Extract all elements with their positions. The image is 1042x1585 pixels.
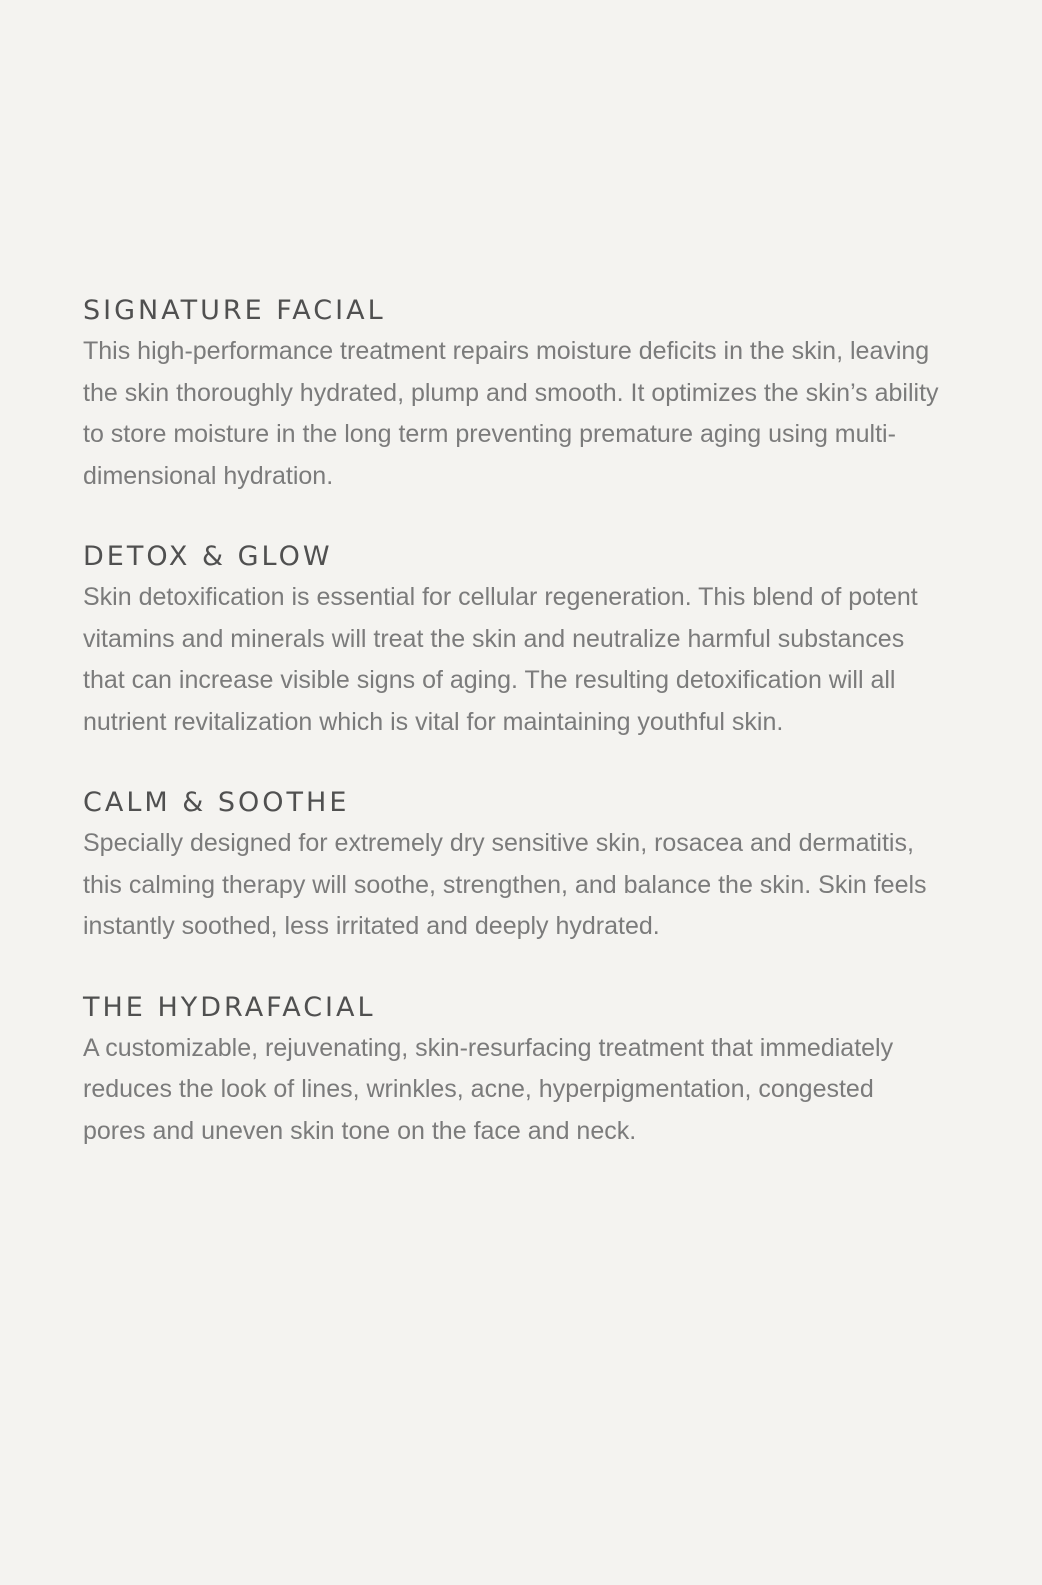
service-hydrafacial	[83, 990, 943, 1153]
service-title: THE HYDRAFACIAL	[83, 991, 376, 1023]
service-signature-facial	[83, 293, 943, 497]
services-list	[83, 293, 943, 1194]
service-description: A customizable, rejuvenating, skin-resurfacing treatment that immediately reduces the look of lines, wrinkles, acne, hyperpigmentation, congested pores and uneven skin tone on the face and neck.	[83, 1033, 894, 1145]
service-description: This high-performance treatment repairs moisture deficits in the skin, leaving the skin thoroughly hydrated, plump and smooth. It optimizes the skin’s ability to store moisture in the long term preventing premature aging using multi-dimensional hydration.	[83, 337, 939, 490]
service-calm-soothe	[83, 785, 943, 948]
service-description: Specially designed for extremely dry sensitive skin, rosacea and dermatitis, this calming therapy will soothe, strengthen, and balance the skin. Skin feels instantly soothed, less irritated and deeply hydrated.	[83, 829, 927, 940]
service-title: SIGNATURE FACIAL	[83, 295, 386, 326]
service-title: CALM & SOOTHE	[83, 787, 350, 818]
service-description: Skin detoxification is essential for cellular regeneration. This blend of potent vitamins and minerals will treat the skin and neutralize harmful substances that can increase visible signs of aging. The resulting detoxification will all nutrient revitalization which is vital for maintaining youthful skin.	[83, 583, 918, 736]
service-title: DETOX & GLOW	[83, 541, 333, 572]
service-detox-glow	[83, 539, 943, 743]
